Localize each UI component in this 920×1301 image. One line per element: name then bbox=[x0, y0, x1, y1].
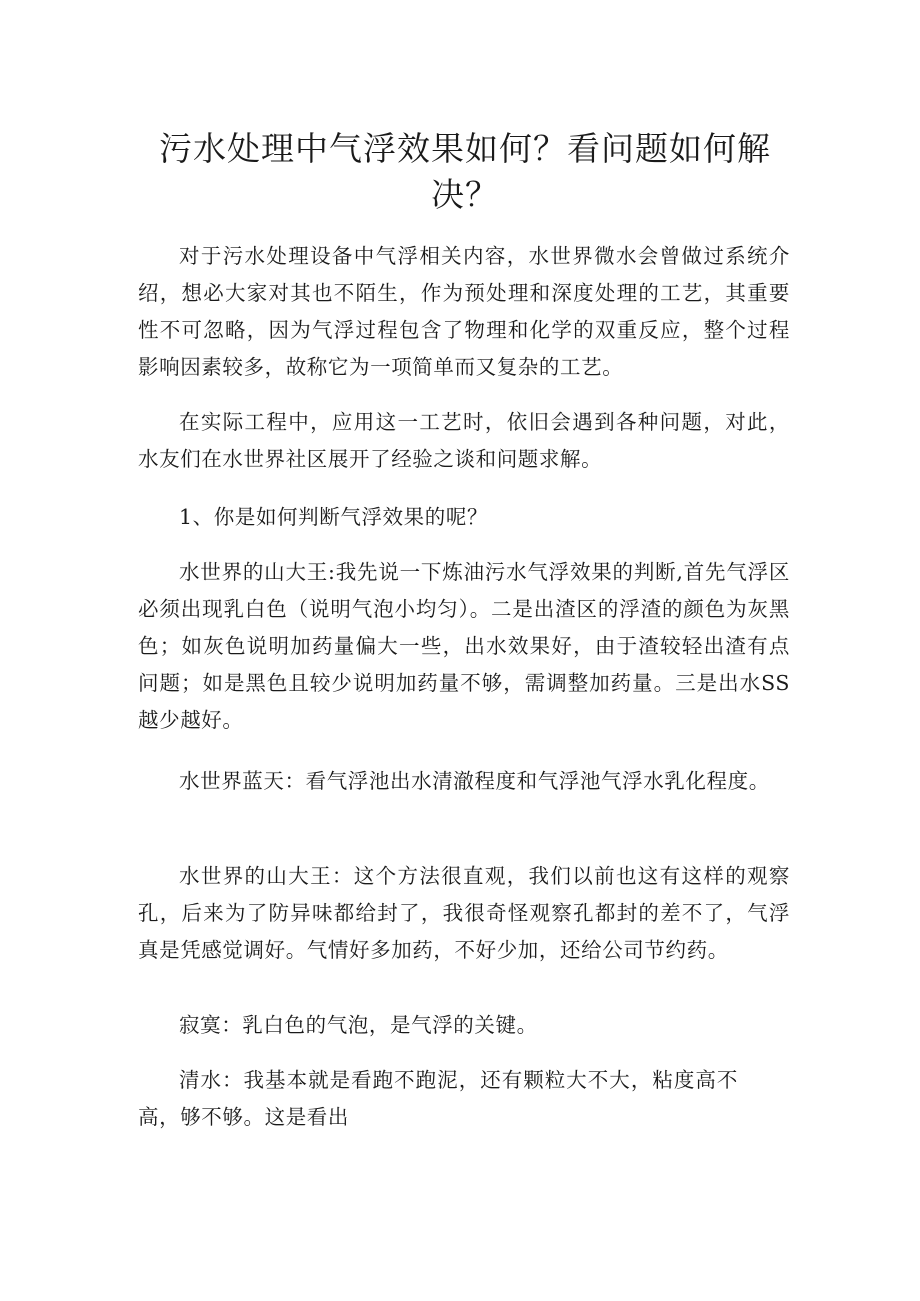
paragraph-shandawang-1: 水世界的山大王:我先说一下炼油污水气浮效果的判断,首先气浮区必须出现乳白色（说明气泡小均匀）。二是出渣区的浮渣的颜色为灰黑色；如灰色说明加药量偏大一些，出水效果好，由于渣较轻出渣有点问题；如是黑色且较少说明加药量不够，需调整加药量。三是出水SS越少越好。 bbox=[138, 560, 790, 732]
paragraph-practice: 在实际工程中，应用这一工艺时，依旧会遇到各种问题，对此，水友们在水世界社区展开了经验之谈和问题求解。 bbox=[138, 410, 790, 471]
paragraph-jimo: 寂寞：乳白色的气泡，是气浮的关键。 bbox=[179, 1013, 538, 1037]
document-title: 污水处理中气浮效果如何？看问题如何解决？ bbox=[159, 129, 771, 214]
paragraph-qingshui: 清水：我基本就是看跑不跑泥，还有颗粒大不大，粘度高不高，够不够。这是看出 bbox=[138, 1068, 738, 1129]
paragraph-intro: 对于污水处理设备中气浮相关内容，水世界微水会曾做过系统介绍，想必大家对其也不陌生，作为预处理和深度处理的工艺，其重要性不可忽略，因为气浮过程包含了物理和化学的双重反应，整个过程影响因素较多，故称它为一项简单而又复杂的工艺。 bbox=[138, 244, 790, 379]
paragraph-shandawang-2: 水世界的山大王：这个方法很直观，我们以前也这有这样的观察孔，后来为了防异味都给封了，我很奇怪观察孔都封的差不了，气浮真是凭感觉调好。气情好多加药，不好少加，还给公司节约药。 bbox=[138, 864, 790, 962]
paragraph-question-1: 1、你是如何判断气浮效果的呢？ bbox=[179, 505, 489, 529]
paragraph-lantian: 水世界蓝天：看气浮池出水清澈程度和气浮池气浮水乳化程度。 bbox=[179, 769, 770, 793]
